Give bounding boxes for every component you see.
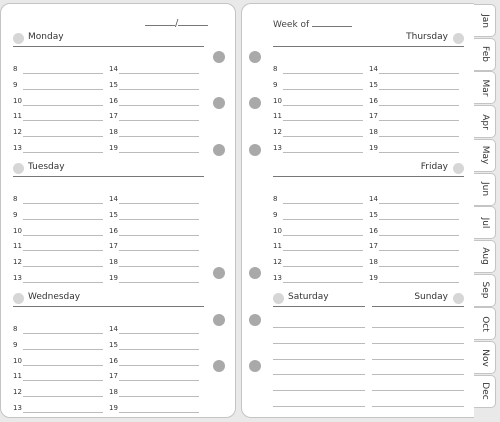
hour-slot-friday[interactable] <box>273 258 363 268</box>
hour-writing-line <box>379 235 459 236</box>
hour-writing-line <box>119 89 199 90</box>
hour-slot-tuesday[interactable] <box>13 211 103 221</box>
hour-writing-line <box>23 136 103 137</box>
binder-hole-icon <box>249 360 261 372</box>
binder-hole-icon <box>249 144 261 156</box>
hour-slot-friday[interactable] <box>273 195 363 205</box>
hour-slot-wednesday[interactable] <box>109 388 199 398</box>
day-header-thursday <box>273 32 464 47</box>
weekend-writing-line[interactable] <box>273 359 365 360</box>
day-dot-icon <box>453 293 464 304</box>
hour-writing-line <box>119 235 199 236</box>
hour-number: 19 <box>109 144 118 152</box>
binder-hole-icon <box>213 360 225 372</box>
tab-label: Apr <box>479 113 490 130</box>
hour-writing-line <box>23 380 103 381</box>
hour-number: 14 <box>369 65 378 73</box>
day-dot-icon <box>453 33 464 44</box>
hour-number: 16 <box>369 226 378 235</box>
tab-feb[interactable] <box>474 38 496 71</box>
hour-slot-friday[interactable] <box>369 227 459 237</box>
hour-slot-wednesday[interactable] <box>109 341 199 351</box>
hour-slot-tuesday[interactable] <box>13 274 103 284</box>
hour-writing-line <box>379 105 459 106</box>
hour-slot-wednesday[interactable] <box>13 341 103 351</box>
hour-slot-monday[interactable] <box>13 112 103 122</box>
hour-writing-line <box>119 349 199 350</box>
hour-writing-line <box>23 333 103 334</box>
weekend-writing-line[interactable] <box>372 359 464 360</box>
hour-number: 8 <box>273 195 278 203</box>
hour-writing-line <box>23 412 103 413</box>
hour-writing-line <box>283 219 363 220</box>
tab-mar[interactable] <box>474 71 496 104</box>
day-dot-icon <box>453 163 464 174</box>
hour-writing-line <box>283 235 363 236</box>
hour-writing-line <box>23 203 103 204</box>
hour-slot-friday[interactable] <box>369 274 459 284</box>
hour-number: 8 <box>273 65 278 73</box>
hour-writing-line <box>283 73 363 74</box>
left-planner-page <box>0 3 236 418</box>
tab-sep[interactable] <box>474 274 496 307</box>
hour-slot-wednesday[interactable] <box>109 372 199 382</box>
hour-number: 9 <box>273 80 278 89</box>
hour-slot-monday[interactable] <box>13 81 103 91</box>
hour-slot-thursday[interactable] <box>273 128 363 138</box>
hour-writing-line <box>23 89 103 90</box>
hour-writing-line <box>119 396 199 397</box>
tab-jun[interactable] <box>474 173 496 206</box>
hour-number: 18 <box>109 258 118 267</box>
hour-writing-line <box>23 73 103 74</box>
hour-number: 16 <box>369 96 378 105</box>
hour-number: 10 <box>13 356 22 365</box>
day-dot-icon <box>13 293 24 304</box>
hour-writing-line <box>379 282 459 283</box>
hour-writing-line <box>119 282 199 283</box>
binder-hole-icon <box>213 144 225 156</box>
hour-slot-tuesday[interactable] <box>109 258 199 268</box>
hour-writing-line <box>119 333 199 334</box>
hour-writing-line <box>379 152 459 153</box>
hour-number: 14 <box>109 65 118 73</box>
hour-writing-line <box>23 282 103 283</box>
hour-number: 13 <box>273 274 282 282</box>
hour-slot-monday[interactable] <box>109 81 199 91</box>
hour-slot-friday[interactable] <box>273 211 363 221</box>
hour-number: 12 <box>13 258 22 267</box>
weekend-writing-line[interactable] <box>372 327 464 328</box>
hour-writing-line <box>119 219 199 220</box>
hour-slot-monday[interactable] <box>13 144 103 154</box>
hour-writing-line <box>23 349 103 350</box>
hour-writing-line <box>283 203 363 204</box>
hour-slot-wednesday[interactable] <box>13 357 103 367</box>
hour-writing-line <box>23 235 103 236</box>
tab-label: Sep <box>479 281 490 299</box>
hour-slot-thursday[interactable] <box>369 128 459 138</box>
hour-writing-line <box>379 203 459 204</box>
hour-slot-monday[interactable] <box>109 97 199 107</box>
hour-slot-wednesday[interactable] <box>13 325 103 335</box>
hour-writing-line <box>119 266 199 267</box>
hour-slot-thursday[interactable] <box>369 65 459 75</box>
hour-slot-friday[interactable] <box>369 195 459 205</box>
hour-number: 13 <box>13 144 22 152</box>
tab-label: Feb <box>479 46 490 63</box>
hour-writing-line <box>379 89 459 90</box>
date-field[interactable] <box>145 17 208 29</box>
tab-aug[interactable] <box>474 240 496 273</box>
hour-slot-wednesday[interactable] <box>109 404 199 414</box>
hour-writing-line <box>379 250 459 251</box>
hour-number: 15 <box>369 80 378 89</box>
hour-slot-monday[interactable] <box>109 128 199 138</box>
hour-writing-line <box>283 282 363 283</box>
day-label-saturday: Saturday <box>288 292 329 302</box>
weekend-writing-line[interactable] <box>273 374 365 375</box>
hour-slot-thursday[interactable] <box>273 112 363 122</box>
day-dot-icon <box>13 33 24 44</box>
hour-slot-friday[interactable] <box>273 274 363 284</box>
hour-number: 11 <box>13 242 22 251</box>
hour-slot-monday[interactable] <box>13 97 103 107</box>
tab-may[interactable] <box>474 139 496 172</box>
hour-slot-tuesday[interactable] <box>109 242 199 252</box>
tab-label: Mar <box>479 79 490 97</box>
hour-slot-tuesday[interactable] <box>109 195 199 205</box>
hour-number: 12 <box>273 128 282 137</box>
hour-slot-monday[interactable] <box>109 144 199 154</box>
day-dot-icon <box>273 293 284 304</box>
hour-writing-line <box>23 105 103 106</box>
day-label-monday: Monday <box>28 32 64 42</box>
day-label-wednesday: Wednesday <box>28 292 81 302</box>
hour-number: 17 <box>369 112 378 121</box>
hour-number: 15 <box>109 80 118 89</box>
hour-slot-monday[interactable] <box>13 128 103 138</box>
hour-number: 15 <box>109 340 118 349</box>
hour-number: 9 <box>13 80 18 89</box>
hour-writing-line <box>119 250 199 251</box>
hour-number: 11 <box>13 112 22 121</box>
hour-writing-line <box>119 136 199 137</box>
hour-number: 8 <box>13 325 18 333</box>
hour-number: 14 <box>369 195 378 203</box>
binder-hole-icon <box>213 314 225 326</box>
hour-slot-friday[interactable] <box>273 242 363 252</box>
hour-number: 10 <box>273 226 282 235</box>
hour-number: 8 <box>13 195 18 203</box>
hour-number: 17 <box>109 112 118 121</box>
day-header-sunday <box>372 292 464 307</box>
tab-jul[interactable] <box>474 206 496 239</box>
day-header-wednesday <box>13 292 204 307</box>
tab-jan[interactable] <box>474 4 496 37</box>
week-of-field[interactable] <box>273 18 352 30</box>
day-header-tuesday <box>13 162 204 177</box>
hour-writing-line <box>119 105 199 106</box>
binder-hole-icon <box>213 267 225 279</box>
hour-number: 14 <box>109 325 118 333</box>
hour-slot-friday[interactable] <box>273 227 363 237</box>
tab-label: Jul <box>479 217 490 229</box>
binder-hole-icon <box>249 314 261 326</box>
hour-writing-line <box>119 120 199 121</box>
hour-slot-wednesday[interactable] <box>109 325 199 335</box>
hour-number: 18 <box>109 128 118 137</box>
hour-writing-line <box>23 266 103 267</box>
hour-writing-line <box>23 365 103 366</box>
hour-number: 17 <box>109 372 118 381</box>
hour-number: 17 <box>369 242 378 251</box>
hour-number: 13 <box>13 404 22 412</box>
hour-slot-wednesday[interactable] <box>13 372 103 382</box>
hour-slot-thursday[interactable] <box>273 144 363 154</box>
tab-label: Nov <box>479 348 490 367</box>
hour-slot-thursday[interactable] <box>369 81 459 91</box>
day-header-monday <box>13 32 204 47</box>
hour-writing-line <box>379 73 459 74</box>
hour-number: 10 <box>13 96 22 105</box>
tab-apr[interactable] <box>474 105 496 138</box>
binder-hole-icon <box>213 97 225 109</box>
hour-number: 19 <box>369 274 378 282</box>
hour-number: 12 <box>13 128 22 137</box>
hour-number: 10 <box>13 226 22 235</box>
hour-writing-line <box>283 136 363 137</box>
tab-label: Dec <box>479 382 490 400</box>
hour-slot-thursday[interactable] <box>369 112 459 122</box>
hour-writing-line <box>379 266 459 267</box>
hour-number: 19 <box>109 274 118 282</box>
hour-slot-wednesday[interactable] <box>109 357 199 367</box>
hour-writing-line <box>283 89 363 90</box>
day-header-saturday <box>273 292 365 307</box>
hour-slot-tuesday[interactable] <box>109 211 199 221</box>
hour-number: 13 <box>13 274 22 282</box>
binder-hole-icon <box>249 267 261 279</box>
binder-hole-icon <box>249 97 261 109</box>
hour-number: 11 <box>273 112 282 121</box>
hour-number: 15 <box>109 210 118 219</box>
hour-slot-tuesday[interactable] <box>13 242 103 252</box>
hour-slot-monday[interactable] <box>13 65 103 75</box>
date-separator: / <box>175 18 179 29</box>
hour-slot-tuesday[interactable] <box>13 258 103 268</box>
right-planner-page <box>241 3 474 418</box>
tab-label: Jun <box>479 181 490 197</box>
hour-number: 11 <box>273 242 282 251</box>
hour-number: 16 <box>109 226 118 235</box>
hour-number: 9 <box>13 210 18 219</box>
weekend-writing-line[interactable] <box>273 406 365 407</box>
hour-number: 16 <box>109 96 118 105</box>
hour-slot-tuesday[interactable] <box>13 227 103 237</box>
weekend-writing-line[interactable] <box>372 390 464 391</box>
hour-slot-tuesday[interactable] <box>109 274 199 284</box>
hour-writing-line <box>23 120 103 121</box>
hour-number: 18 <box>369 258 378 267</box>
weekend-writing-line[interactable] <box>273 343 365 344</box>
day-header-friday <box>273 162 464 177</box>
hour-number: 14 <box>109 195 118 203</box>
day-label-tuesday: Tuesday <box>28 162 65 172</box>
hour-writing-line <box>23 396 103 397</box>
hour-slot-monday[interactable] <box>109 112 199 122</box>
weekend-writing-line[interactable] <box>372 406 464 407</box>
hour-slot-tuesday[interactable] <box>13 195 103 205</box>
hour-slot-thursday[interactable] <box>369 97 459 107</box>
weekend-writing-line[interactable] <box>273 327 365 328</box>
hour-number: 12 <box>13 388 22 397</box>
hour-number: 11 <box>13 372 22 381</box>
hour-writing-line <box>119 152 199 153</box>
hour-writing-line <box>119 380 199 381</box>
hour-writing-line <box>379 136 459 137</box>
hour-slot-friday[interactable] <box>369 258 459 268</box>
binder-hole-icon <box>249 51 261 63</box>
tab-dec[interactable] <box>474 375 496 408</box>
hour-slot-friday[interactable] <box>369 211 459 221</box>
hour-number: 8 <box>13 65 18 73</box>
hour-writing-line <box>379 120 459 121</box>
hour-writing-line <box>283 250 363 251</box>
hour-number: 18 <box>369 128 378 137</box>
binder-hole-icon <box>213 51 225 63</box>
hour-number: 12 <box>273 258 282 267</box>
hour-number: 19 <box>369 144 378 152</box>
hour-writing-line <box>283 266 363 267</box>
day-label-sunday: Sunday <box>414 292 448 302</box>
hour-slot-thursday[interactable] <box>273 97 363 107</box>
hour-slot-thursday[interactable] <box>369 144 459 154</box>
hour-number: 16 <box>109 356 118 365</box>
hour-slot-friday[interactable] <box>369 242 459 252</box>
hour-writing-line <box>119 365 199 366</box>
tab-label: May <box>479 145 490 165</box>
hour-number: 9 <box>13 340 18 349</box>
hour-number: 17 <box>109 242 118 251</box>
hour-writing-line <box>283 152 363 153</box>
hour-slot-wednesday[interactable] <box>13 404 103 414</box>
hour-number: 19 <box>109 404 118 412</box>
day-dot-icon <box>13 163 24 174</box>
weekend-writing-line[interactable] <box>372 343 464 344</box>
hour-writing-line <box>119 73 199 74</box>
weekend-writing-line[interactable] <box>273 390 365 391</box>
tab-label: Oct <box>479 316 490 332</box>
hour-slot-tuesday[interactable] <box>109 227 199 237</box>
hour-slot-monday[interactable] <box>109 65 199 75</box>
hour-slot-thursday[interactable] <box>273 65 363 75</box>
hour-writing-line <box>119 203 199 204</box>
tab-label: Aug <box>479 247 490 266</box>
tab-label: Jan <box>479 13 490 28</box>
hour-writing-line <box>283 105 363 106</box>
hour-number: 10 <box>273 96 282 105</box>
day-label-friday: Friday <box>420 162 448 172</box>
hour-slot-wednesday[interactable] <box>13 388 103 398</box>
day-label-thursday: Thursday <box>406 32 448 42</box>
hour-writing-line <box>283 120 363 121</box>
weekend-writing-line[interactable] <box>372 374 464 375</box>
week-of-label: Week of <box>273 20 310 30</box>
hour-number: 9 <box>273 210 278 219</box>
hour-writing-line <box>23 250 103 251</box>
hour-writing-line <box>379 219 459 220</box>
hour-writing-line <box>119 412 199 413</box>
hour-number: 18 <box>109 388 118 397</box>
hour-number: 13 <box>273 144 282 152</box>
hour-number: 15 <box>369 210 378 219</box>
tab-nov[interactable] <box>474 341 496 374</box>
tab-oct[interactable] <box>474 307 496 340</box>
hour-slot-thursday[interactable] <box>273 81 363 91</box>
hour-writing-line <box>23 152 103 153</box>
hour-writing-line <box>23 219 103 220</box>
